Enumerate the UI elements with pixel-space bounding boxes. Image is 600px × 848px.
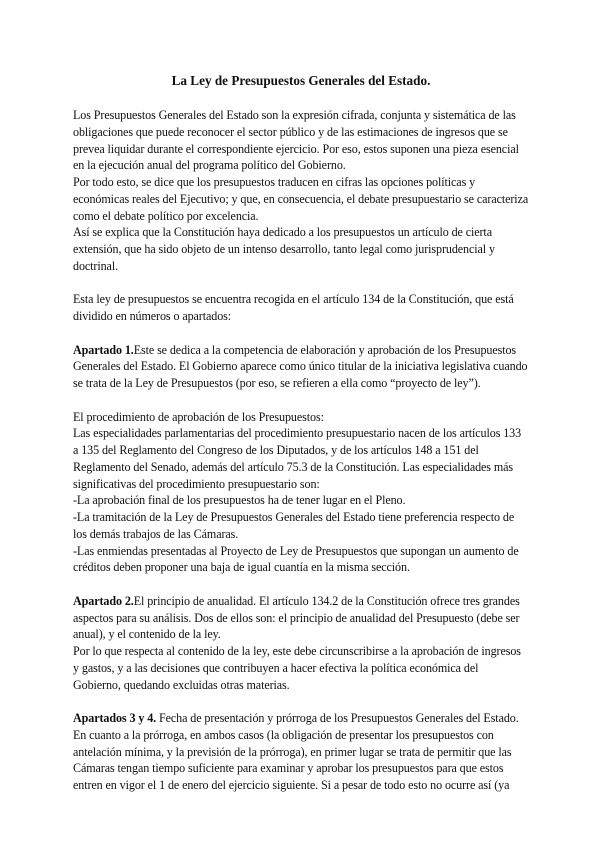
procedure-list-item: -La tramitación de la Ley de Presupuestos Generales del Estado tiene preferencia respecto de los demás trabajos de las Cámaras. bbox=[73, 510, 515, 541]
procedure-paragraph: Las especialidades parlamentarias del procedimiento presupuestario nacen de los artículos 133 a 135 del Reglamento del Congreso de los Diputados, y de los artículos 148 a 151 del Reglamento del Senado, además del artículo 75.3 de la Constitución. Las especialidades más significativas del procedimiento presupuestario son: bbox=[73, 426, 522, 491]
procedure-list-item: -La aprobación final de los presupuestos ha de tener lugar en el Pleno. bbox=[73, 493, 406, 508]
spacer bbox=[73, 693, 529, 710]
apartado-3-4-paragraph bbox=[73, 710, 529, 794]
procedure-list-item: -Las enmiendas presentadas al Proyecto de Ley de Presupuestos que supongan un aumento de créditos deben proponer una baja de igual cuantía en la misma sección. bbox=[73, 543, 519, 575]
spacer bbox=[73, 275, 529, 292]
apartado-1-text: Este se dedica a la competencia de elaboración y aprobación de los Presupuestos Generales del Estado. El Gobierno aparece como único titular de la iniciativa legislativa cuando se trata de la Ley de Presupuestos (por eso, se refieren a ella como “proyecto de ley”). bbox=[73, 342, 528, 390]
procedure-heading: El procedimiento de aprobación de los Presupuestos: bbox=[73, 409, 324, 424]
apartado-2-paragraph bbox=[73, 593, 529, 643]
intro-paragraph-1: Los Presupuestos Generales del Estado son la expresión cifrada, conjunta y sistemática de las obligaciones que puede reconocer el sector público y de las estimaciones de ingresos que se prevea liquidar durante el correspondiente ejercicio. Por eso, estos suponen una pieza esencial en la ejecución anual del programa político del Gobierno. bbox=[73, 108, 519, 173]
document-page bbox=[73, 72, 529, 794]
apartado-3-4-lead: Apartados 3 y 4. bbox=[73, 711, 157, 725]
spacer bbox=[73, 325, 529, 342]
apartado-3-4-text: Fecha de presentación y prórroga de los Presupuestos Generales del Estado. En cuanto a la prórroga, en ambos casos (la obligación de presentar los presupuestos con antelación mínima, y la previsión de la prórroga), en primer lugar se trata de permitir que las Cámaras tengan tiempo suficiente para examinar y aprobar los presupuestos para que estos entren en vigor el 1 de enero del ejercicio siguiente. Si a pesar de todo esto no ocurre así (ya bbox=[73, 711, 519, 792]
apartado-2-followup: Por lo que respecta al contenido de la ley, este debe circunscribirse a la aprobación de ingresos y gastos, y a las decisiones que contribuyen a hacer efectiva la política económica del Gobierno, quedando excluidas otras materias. bbox=[73, 644, 521, 692]
intro-paragraph-2: Por todo esto, se dice que los presupuestos traducen en cifras las opciones políticas y económicas reales del Ejecutivo; y que, en consecuencia, el debate presupuestario se caracteriza como el debate político por excelencia. bbox=[73, 175, 529, 223]
document-title: La Ley de Presupuestos Generales del Estado. bbox=[171, 73, 431, 88]
apartado-2-lead: Apartado 2. bbox=[73, 593, 134, 608]
intro-paragraph-3: Así se explica que la Constitución haya dedicado a los presupuestos un artículo de cierta extensión, que ha sido objeto de un intenso desarrollo, tanto legal como jurisprudencial y doctrinal. bbox=[73, 225, 495, 273]
apartado-2-text: El principio de anualidad. El artículo 134.2 de la Constitución ofrece tres grandes aspectos para su análisis. Dos de ellos son: el principio de anualidad del Presupuesto (debe ser anual), y el contenido de la ley. bbox=[73, 593, 520, 642]
apartado-1-paragraph bbox=[73, 342, 529, 392]
apartado-1-lead: Apartado 1. bbox=[73, 342, 134, 357]
spacer bbox=[73, 576, 529, 593]
structure-intro-paragraph: Esta ley de presupuestos se encuentra recogida en el artículo 134 de la Constitución, que está dividido en números o apartados: bbox=[73, 292, 514, 323]
spacer bbox=[73, 392, 529, 409]
